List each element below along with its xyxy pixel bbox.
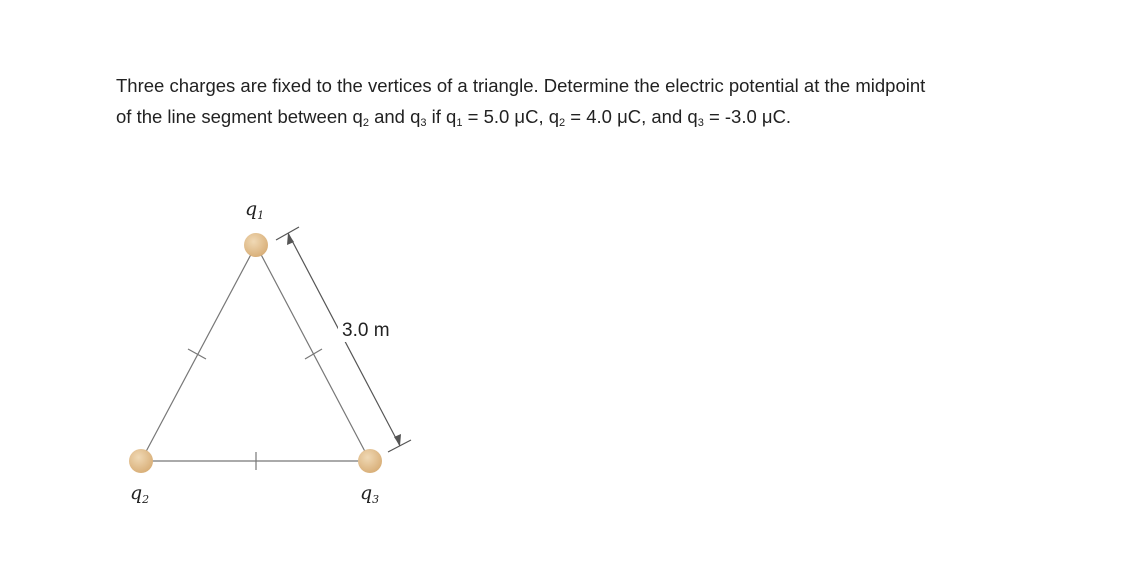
tick-mark-right <box>305 349 322 359</box>
q1-letter: q <box>245 198 258 220</box>
q1-subscript: 1 <box>257 209 265 222</box>
subscript: 3 <box>697 117 704 129</box>
text-segment: and q <box>368 106 421 127</box>
q2-letter: q <box>130 482 143 504</box>
subscript: 2 <box>559 117 566 129</box>
text-segment: of the line segment between q <box>116 106 363 127</box>
charge-q1 <box>244 233 268 257</box>
q3-label <box>360 482 379 506</box>
subscript: 3 <box>420 117 427 129</box>
text-segment: = 4.0 μC, and q <box>565 106 698 127</box>
problem-line-1: Three charges are fixed to the vertices of a triangle. Determine the electric potential at the midpoint <box>116 75 926 96</box>
tick-mark-left <box>188 349 206 359</box>
side-length-label: 3.0 m <box>342 320 390 341</box>
text-segment: if q <box>426 106 457 127</box>
subscript: 1 <box>456 117 463 129</box>
edge-q1-q3 <box>256 245 370 461</box>
text-segment: = 5.0 μC, q <box>462 106 560 127</box>
charge-q3 <box>358 449 382 473</box>
subscript: 2 <box>362 117 369 129</box>
text-segment: = -3.0 μC. <box>703 106 792 127</box>
edge-q1-q2 <box>141 245 256 461</box>
q3-letter: q <box>360 482 373 504</box>
q2-label <box>130 482 149 506</box>
charge-q2 <box>129 449 153 473</box>
dimension-end-cap-top <box>276 227 299 240</box>
q3-subscript: 3 <box>372 493 380 506</box>
q2-subscript: 2 <box>142 493 150 506</box>
q1-label <box>245 198 264 222</box>
